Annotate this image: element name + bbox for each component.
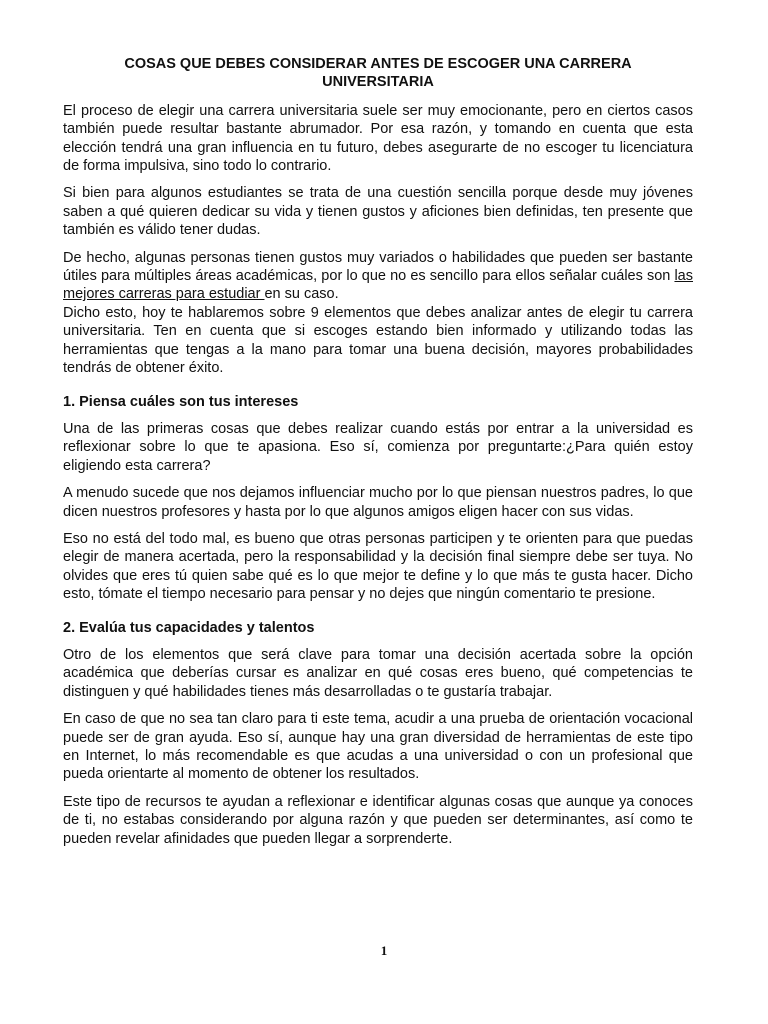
section-2-paragraph-2: En caso de que no sea tan claro para ti este tema, acudir a una prueba de orientación vocacional puede ser de gran ayuda. Eso sí, aunque hay una gran diversidad de herramientas de este tipo en Internet, lo más recomendable es que acudas a una universidad o con un profesional que pueda orientarte al momento de obtener los resultados.	[63, 711, 693, 783]
section-1-paragraph-1: Una de las primeras cosas que debes realizar cuando estás por entrar a la universidad es reflexionar sobre lo que te apasiona. Eso sí, comienza por preguntarte:¿Para quién estoy eligiendo esta carrera?	[63, 420, 693, 474]
section-1-paragraph-3: Eso no está del todo mal, es bueno que otras personas participen y te orienten para que puedas elegir de manera acertada, pero la responsabilidad y la decisión final siempre debe ser tuya. No olvides que eres tú quien sabe qué es lo que mejor te define y lo que más te gusta hacer. Dicho esto, tómate el tiempo necesario para pensar y no dejes que ningún comentario te presione.	[63, 530, 693, 603]
section-2-heading: 2. Evalúa tus capacidades y talentos	[63, 619, 315, 636]
document-page	[63, 55, 693, 857]
intro-paragraph-3	[63, 249, 693, 304]
title-line-2: UNIVERSITARIA	[322, 74, 434, 91]
section-1-paragraph-2: A menudo sucede que nos dejamos influenciar mucho por lo que piensan nuestros padres, lo que dicen nuestros profesores y hasta por lo que algunos amigos eligen hacer con sus vidas.	[63, 485, 693, 520]
intro-paragraph-4: Dicho esto, hoy te hablaremos sobre 9 elementos que debes analizar antes de elegir tu carrera universitaria. Ten en cuenta que si escoges estando bien informado y utilizando todas las herramientas que tengas a la mano para tomar una buena decisión, mayores probabilidades tendrás de obtener éxito.	[63, 304, 693, 377]
document-title	[63, 55, 693, 92]
section-2-paragraph-3: Este tipo de recursos te ayudan a reflexionar e identificar algunas cosas que aunque ya conoces de ti, no estabas considerando por alguna razón y que pueden ser determinantes, así como te pueden revelar afinidades que pueden llegar a sorprenderte.	[63, 793, 693, 847]
section-2-paragraph-1: Otro de los elementos que será clave para tomar una decisión acertada sobre la opción académica que deberías cursar es analizar en qué cosas eres bueno, qué competencias te distinguen y qué habilidades tienes más desarrolladas o te gustaría trabajar.	[63, 646, 693, 700]
intro-paragraph-1: El proceso de elegir una carrera universitaria suele ser muy emocionante, pero en ciertos casos también puede resultar bastante abrumador. Por esa razón, y tomando en cuenta que esta elección tendrá una gran influencia en tu futuro, debes asegurarte de no escoger tu licenciatura de forma impulsiva, sino todo lo contrario.	[63, 102, 693, 175]
title-line-1: COSAS QUE DEBES CONSIDERAR ANTES DE ESCOGER UNA CARRERA	[124, 56, 632, 72]
paragraph-3-text-before: De hecho, algunas personas tienen gustos muy variados o habilidades que pueden ser bastante útiles para múltiples áreas académicas, por lo que no es sencillo para ellos señalar cuáles son	[63, 249, 693, 285]
section-1-heading: 1. Piensa cuáles son tus intereses	[63, 393, 299, 410]
best-careers-link[interactable]: las mejores carreras para estudiar	[63, 268, 693, 303]
page-number: 1	[380, 943, 388, 958]
paragraph-3-text-after: en su caso.	[264, 286, 339, 303]
intro-paragraph-2: Si bien para algunos estudiantes se trata de una cuestión sencilla porque desde muy jóvenes saben a qué quieren dedicar su vida y tienen gustos y aficiones bien definidas, ten presente que también es válido tener dudas.	[63, 185, 693, 239]
